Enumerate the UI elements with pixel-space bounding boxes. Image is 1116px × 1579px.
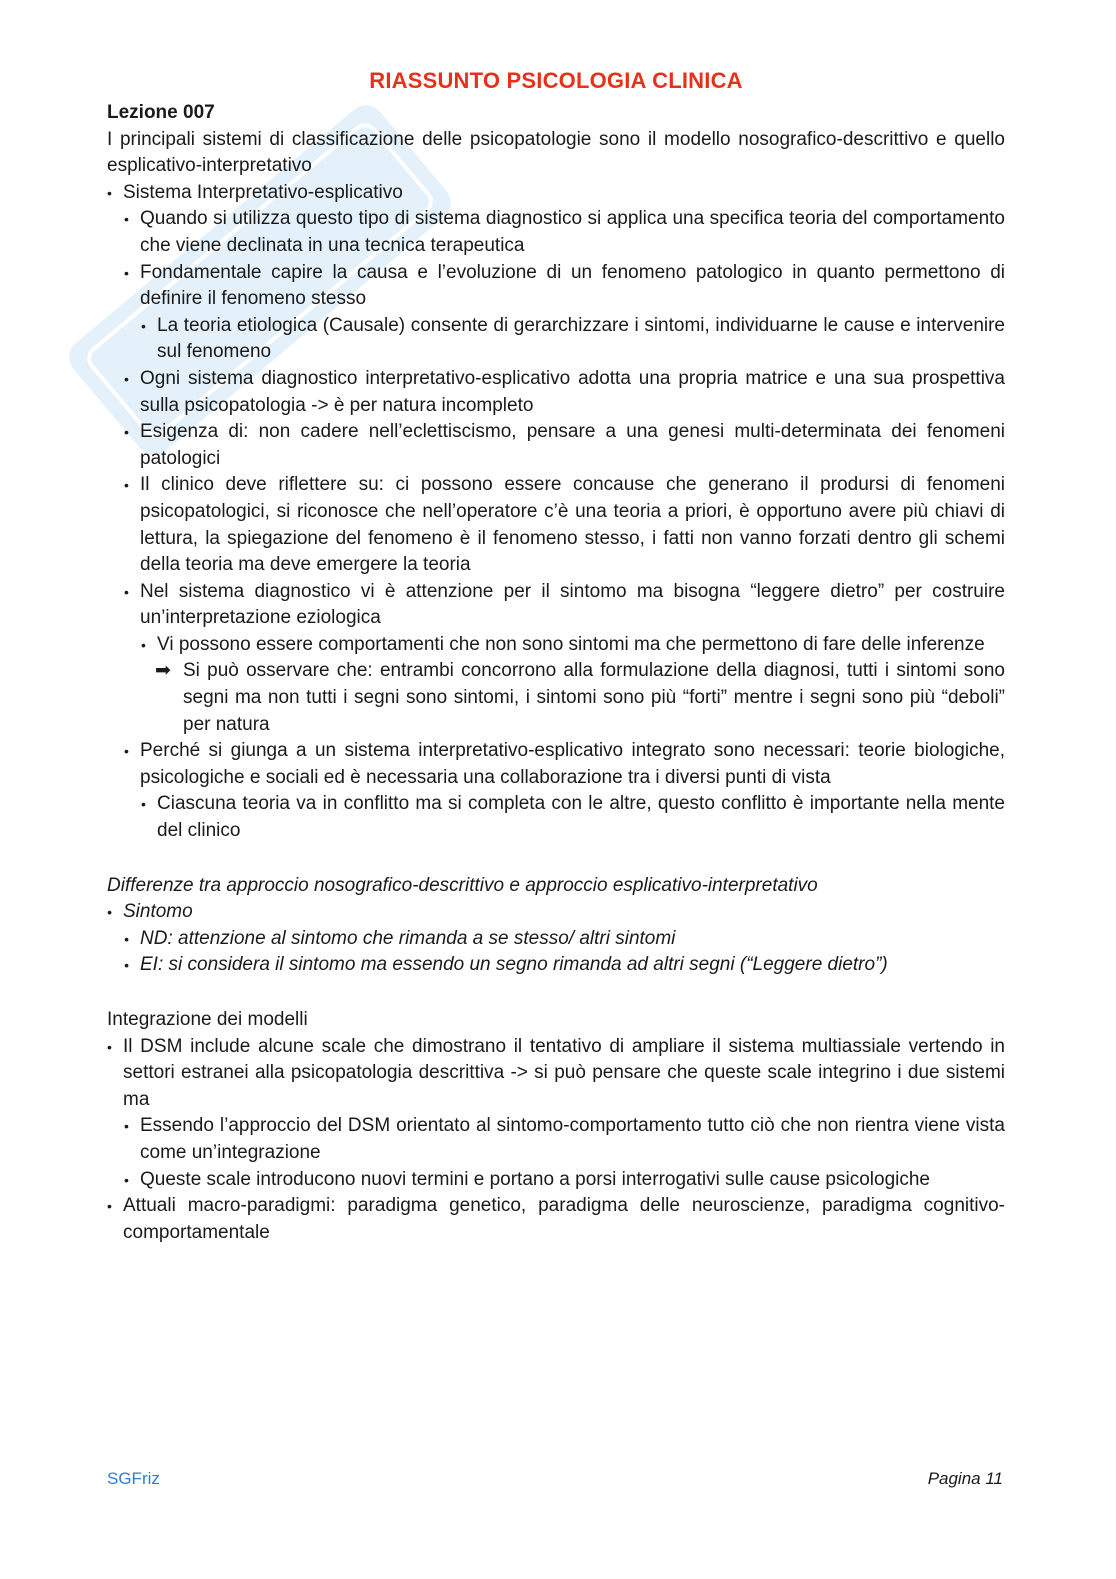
list-item: ➡ Si può osservare che: entrambi concorrono alla formulazione della diagnosi, tutti i sintomi sono segni ma non tutti i segni sono sintomi, i sintomi sono più “forti” mentre i segni sono più “deboli” per natura [155, 660, 1005, 735]
list-item: • Ogni sistema diagnostico interpretativo-esplicativo adotta una propria matrice e una sua prospettiva sulla psicopatologia -> è per natura incompleto [124, 367, 1005, 416]
list-item: • Quando si utilizza questo tipo di sistema diagnostico si applica una specifica teoria del comportamento che viene declinata in una tecnica terapeutica [124, 208, 1005, 256]
bullet-icon: • [124, 957, 129, 974]
list-item: • Fondamentale capire la causa e l’evoluzione di un fenomeno patologico in quanto permettono di definire il fenomeno stesso [124, 261, 1005, 310]
bullet-icon: • [124, 743, 129, 760]
list-item: • Queste scale introducono nuovi termini e portano a porsi interrogativi sulle cause psicologiche [107, 1167, 1005, 1194]
list-item: • Nel sistema diagnostico vi è attenzione per il sintomo ma bisogna “leggere dietro” per costruire un’interpretazione eziologica [124, 580, 1005, 629]
document-page [107, 66, 1005, 1246]
bullet-icon: • [124, 424, 129, 441]
bullet-icon: • [141, 796, 146, 813]
list-item: • Il clinico deve riflettere su: ci possono essere concause che generano il prodursi di fenomeni psicopatologici, si riconosce che nell’operatore c’è una teoria a priori, è opportuno avere più chiavi di lettura, la spiegazione del fenomeno è il fenomeno stesso, i fatti non vanno forzati dentro gli schemi della teoria ma deve emergere la teoria [124, 474, 1005, 576]
list-item: • Ciascuna teoria va in conflitto ma si completa con le altre, questo conflitto è importante nella mente del clinico [141, 793, 1005, 842]
bullet-icon: • [141, 317, 146, 334]
intro-paragraph: I principali sistemi di classificazione delle psicopatologie sono il modello nosografico-descrittivo e quello esplicativo-interpretativo [107, 128, 1005, 177]
list-item: • Perché si giunga a un sistema interpretativo-esplicativo integrato sono necessari: teorie biologiche, psicologiche e sociali ed è necessaria una collaborazione tra i diversi punti di vista [124, 740, 1005, 788]
footer-author: SGFriz [107, 1469, 160, 1488]
list-item: • Esigenza di: non cadere nell’eclettiscismo, pensare a una genesi multi-determinata dei fenomeni patologici [124, 421, 1005, 469]
list-item: • ND: attenzione al sintomo che rimanda a se stesso/ altri sintomi [107, 926, 1005, 953]
bullet-icon: • [107, 1038, 112, 1055]
bullet-icon: • [124, 583, 129, 600]
bullet-icon: • [107, 904, 112, 921]
bullet-icon: • [124, 930, 129, 947]
page-title: RIASSUNTO PSICOLOGIA CLINICA [369, 68, 743, 93]
lesson-heading: Lezione 007 [107, 102, 215, 123]
section-heading-differences: Differenze tra approccio nosografico-descrittivo e approccio esplicativo-interpretativo [107, 874, 818, 896]
list-item: • Vi possono essere comportamenti che non sono sintomi ma che permettono di fare delle inferenze [107, 632, 1005, 659]
list-item: • Essendo l’approccio del DSM orientato al sintomo-comportamento tutto ciò che non rientra viene vista come un’integrazione [124, 1115, 1005, 1163]
list-item: • EI: si considera il sintomo ma essendo un segno rimanda ad altri segni (“Leggere dietro”) [107, 952, 1005, 979]
section-heading-integration: Integrazione dei modelli [107, 1009, 308, 1030]
list-item: • Sistema Interpretativo-esplicativo [107, 180, 1005, 207]
arrow-right-icon: ➡ [155, 660, 171, 682]
bullet-icon: • [124, 1171, 129, 1188]
bullet-icon: • [124, 477, 129, 494]
list-item: • Il DSM include alcune scale che dimostrano il tentativo di ampliare il sistema multiassiale vertendo in settori estranei alla psicopatologia descrittiva -> si può pensare che queste scale integrino i due sistemi ma [107, 1035, 1005, 1110]
list-item: • Attuali macro-paradigmi: paradigma genetico, paradigma delle neuroscienze, paradigma cognitivo-comportamentale [107, 1195, 1005, 1243]
list-item: • Sintomo [107, 899, 1005, 926]
bullet-icon: • [107, 184, 112, 201]
bullet-icon: • [124, 370, 129, 387]
bullet-icon: • [124, 1118, 129, 1135]
bullet-icon: • [107, 1198, 112, 1215]
bullet-icon: • [124, 264, 129, 281]
bullet-icon: • [124, 211, 129, 228]
bullet-icon: • [141, 636, 146, 653]
list-item: • La teoria etiologica (Causale) consente di gerarchizzare i sintomi, individuarne le cause e intervenire sul fenomeno [141, 314, 1005, 363]
footer-page-number: Pagina 11 [927, 1469, 1003, 1488]
